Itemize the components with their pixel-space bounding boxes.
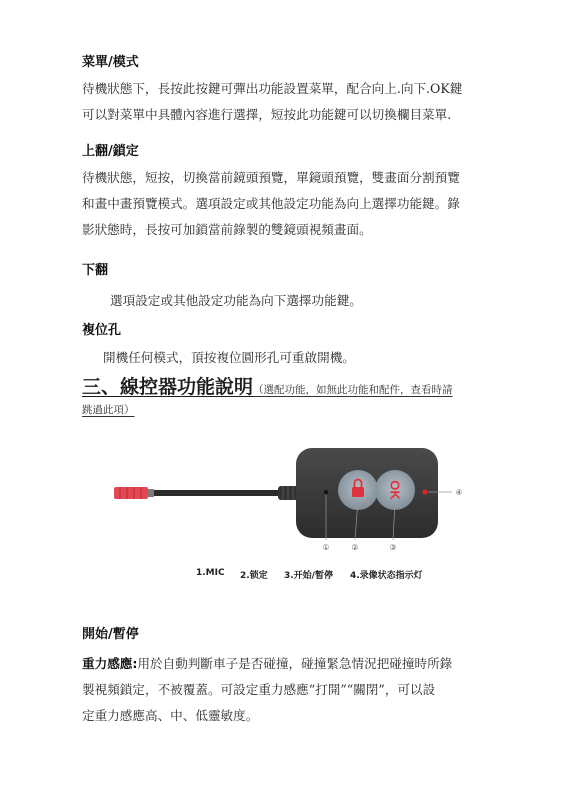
legend-mic: 1.MIC (196, 568, 225, 578)
legend-lock: 2.锁定 (240, 571, 268, 581)
gsensor-label: 重力感應: (82, 656, 138, 671)
legend-start-pause: 3.开始/暂停 (284, 571, 333, 581)
cable (154, 490, 280, 496)
start-pause-heading: 開始/暫停 (82, 627, 139, 642)
text-line: 用於自動判斷車子是否碰撞，碰撞緊急情況把碰撞時所錄 (137, 656, 453, 671)
text-line: 待機狀態，短按，切換當前鏡頭預覽，單鏡頭預覽，雙畫面分割預覽 (82, 170, 460, 185)
wired-controller-title: 三、線控器功能說明 (82, 376, 254, 398)
wired-controller-title-row (82, 372, 453, 399)
text-line: 待機狀態下，長按此按鍵可彈出功能設置菜單，配合向上.向下.OK鍵 (82, 81, 463, 96)
mic-hole (324, 490, 328, 494)
record-status-led (422, 489, 427, 494)
down-text: 選項設定或其他設定功能為向下選擇功能鍵。 (110, 293, 362, 308)
reset-text: 開機任何模式，頂按複位圓形孔可重啟開機。 (103, 350, 355, 365)
up-lock-paragraph (82, 165, 482, 243)
ok-button-label: OK (387, 480, 403, 500)
optional-note: （選配功能，如無此功能和配件，查看時請 (253, 384, 453, 396)
text-line: 定重力感應高、中、低靈敏度。 (82, 708, 259, 723)
gsensor-paragraph (82, 651, 482, 729)
wired-controller-image (100, 440, 480, 565)
reset-hole-heading: 複位孔 (82, 323, 122, 338)
legend-record-led: 4.录像状态指示灯 (350, 571, 423, 581)
down-heading: 下翻 (82, 263, 109, 278)
optional-note-continued: 跳過此項） (82, 404, 135, 416)
callout-2: ② (351, 543, 359, 552)
text-line: 影狀態時，長按可加鎖當前錄製的雙鏡頭視頻畫面。 (82, 222, 372, 237)
callout-4: ④ (455, 488, 463, 497)
text-line: 製視頻鎖定，不被覆蓋。可設定重力感應“打開”“關閉”，可以設 (82, 682, 436, 697)
text-line: 和畫中畫預覽模式。選項設定或其他設定功能為向上選擇功能鍵。錄 (82, 196, 460, 211)
up-lock-heading: 上翻/鎖定 (82, 144, 139, 159)
callout-1: ① (322, 543, 330, 552)
menu-mode-heading: 菜單/模式 (82, 55, 139, 70)
text-line: 可以對菜單中具體內容進行選擇，短按此功能鍵可以切換欄目菜單. (82, 107, 452, 122)
menu-mode-paragraph (82, 76, 482, 128)
cable-plug (114, 487, 154, 499)
callout-3: ③ (389, 543, 397, 552)
